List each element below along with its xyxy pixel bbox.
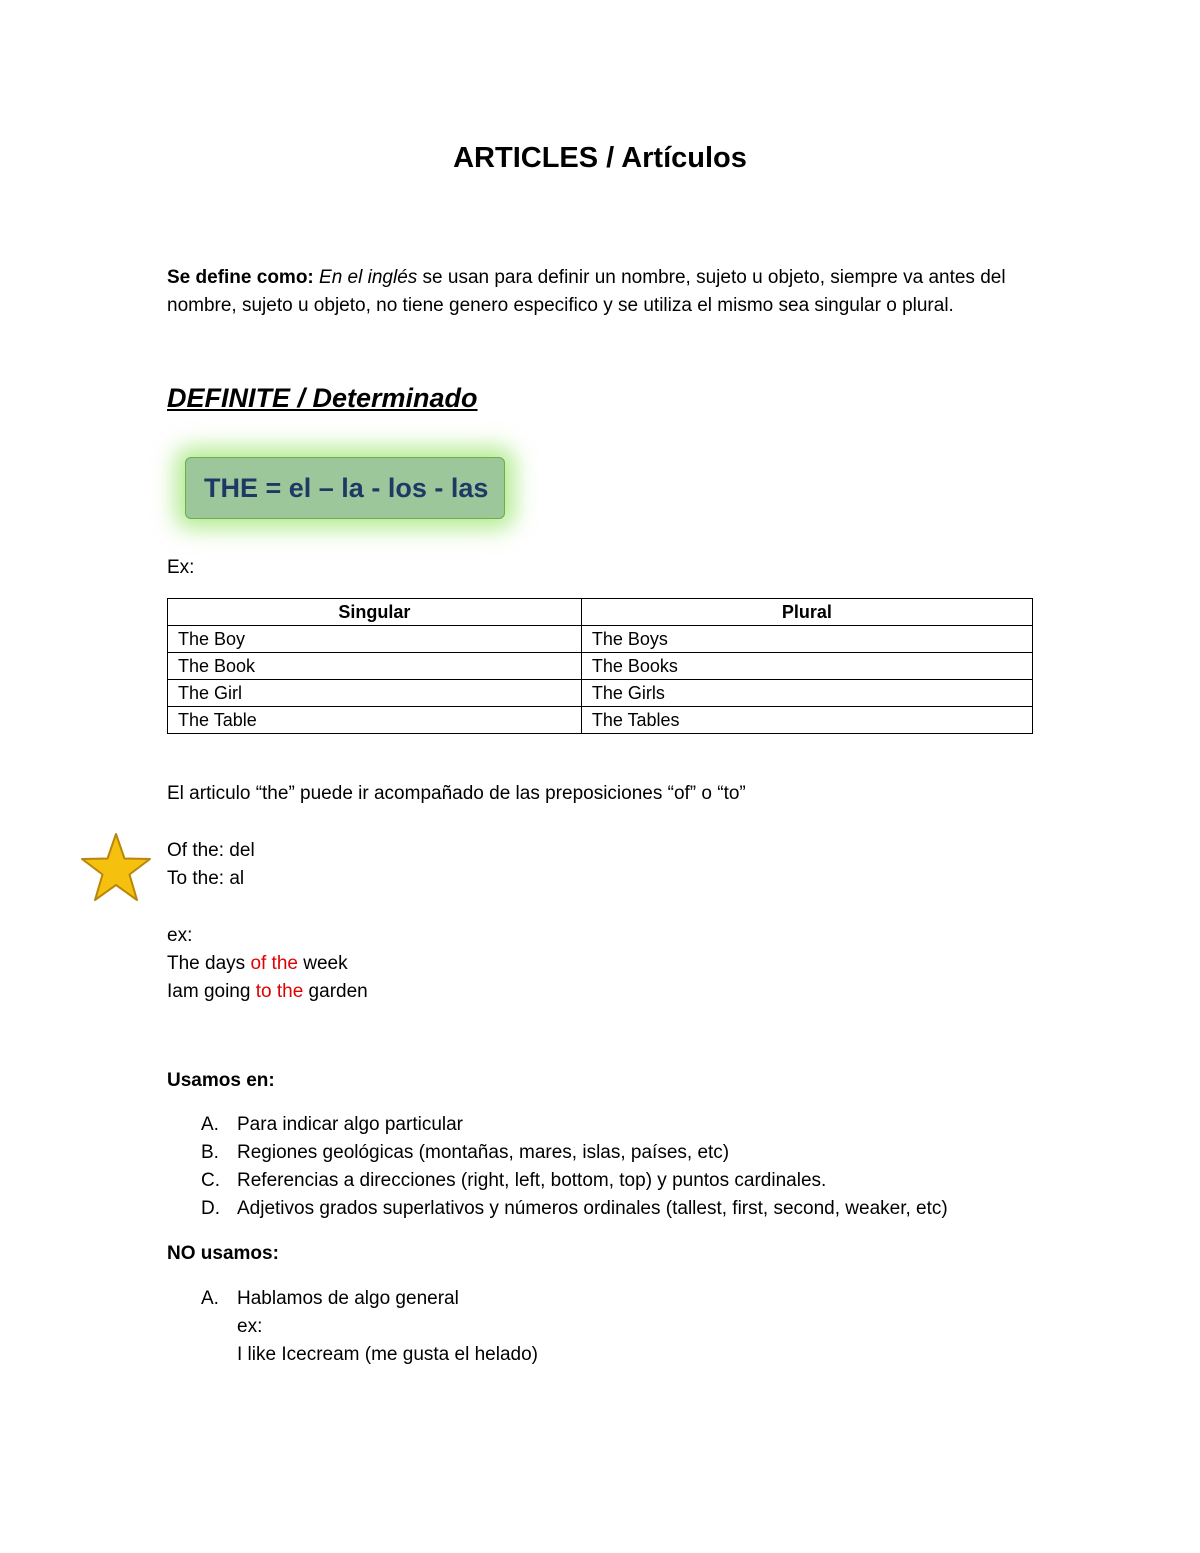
example-line	[167, 953, 348, 975]
contraction-of-the: Of the: del	[167, 840, 255, 861]
table-cell: The Boy	[168, 626, 582, 653]
example-highlight: to the	[255, 981, 304, 1002]
list-item	[167, 1111, 948, 1139]
table-cell: The Boys	[581, 626, 1032, 653]
no-usamos-ex-text: I like Icecream (me gusta el helado)	[237, 1344, 538, 1365]
table-row	[168, 626, 1033, 653]
list-item	[167, 1285, 459, 1313]
preposition-note: El articulo “the” puede ir acompañado de las preposiciones “of” o “to”	[167, 783, 746, 804]
list-item-text: Adjetivos grados superlativos y números ordinales (tallest, first, second, weaker, etc)	[237, 1198, 948, 1219]
definition-label: Se define como:	[167, 267, 314, 288]
no-usamos-ex-label: ex:	[237, 1316, 263, 1337]
usamos-heading: Usamos en:	[167, 1070, 275, 1091]
example-line	[167, 981, 368, 1003]
list-item-text: Regiones geológicas (montañas, mares, islas, países, etc)	[237, 1142, 730, 1163]
list-item-text: Hablamos de algo general	[237, 1288, 459, 1309]
list-marker: A.	[201, 1114, 219, 1135]
list-marker: D.	[201, 1198, 220, 1219]
list-marker: B.	[201, 1142, 219, 1163]
contraction-to-the: To the: al	[167, 868, 245, 889]
list-item-text: Referencias a direcciones (right, left, bottom, top) y puntos cardinales.	[237, 1170, 827, 1191]
table-cell: The Tables	[581, 707, 1032, 734]
list-item-text: Para indicar algo particular	[237, 1114, 464, 1135]
definition-paragraph	[167, 264, 1047, 320]
example-text: garden	[303, 981, 368, 1002]
table-row	[168, 707, 1033, 734]
table-header-row	[168, 599, 1033, 626]
example-text: Iam going	[167, 981, 256, 1002]
the-callout-text: THE = el – la - los - las	[204, 472, 489, 503]
table-cell: The Book	[168, 653, 582, 680]
star-icon	[80, 832, 152, 904]
table-cell: The Girls	[581, 680, 1032, 707]
examples-label: ex:	[167, 925, 193, 946]
table-row	[168, 680, 1033, 707]
list-item	[167, 1139, 948, 1167]
example-highlight: of the	[250, 953, 298, 974]
list-marker: A.	[201, 1288, 219, 1309]
table-cell: The Table	[168, 707, 582, 734]
table-cell: The Books	[581, 653, 1032, 680]
list-item	[167, 1195, 948, 1223]
table-header-plural: Plural	[581, 599, 1032, 626]
example-text: week	[297, 953, 348, 974]
list-marker: C.	[201, 1170, 220, 1191]
section-heading: DEFINITE / Determinado	[167, 383, 478, 413]
definition-italic: En el inglés	[319, 267, 418, 288]
definition-text: se usan para definir un nombre, sujeto u objeto, siempre va antes del nombre, sujeto u objeto, no tiene genero especifico y se utiliza el mismo sea singular o plural.	[167, 267, 1006, 316]
table-cell: The Girl	[168, 680, 582, 707]
usamos-list	[167, 1111, 948, 1223]
example-text: The days	[167, 953, 251, 974]
no-usamos-list	[167, 1285, 459, 1313]
table-header-singular: Singular	[168, 599, 582, 626]
articles-table	[167, 598, 1033, 734]
ex-label: Ex:	[167, 557, 195, 578]
page-title: ARTICLES / Artículos	[453, 142, 747, 174]
list-item	[167, 1167, 948, 1195]
the-callout-box	[185, 457, 505, 519]
no-usamos-heading: NO usamos:	[167, 1243, 279, 1264]
table-row	[168, 653, 1033, 680]
